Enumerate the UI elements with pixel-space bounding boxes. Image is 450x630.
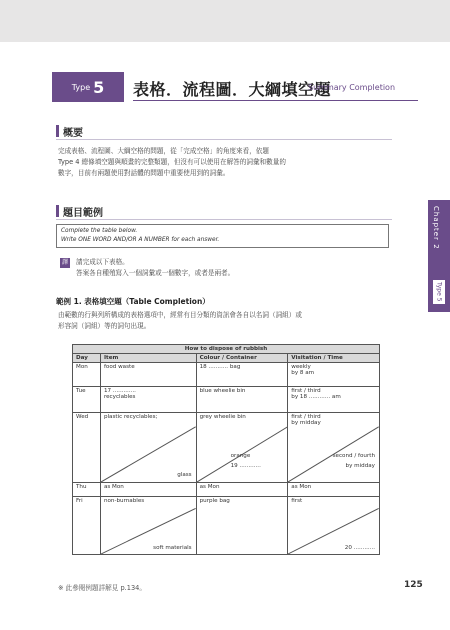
cell-day: Mon xyxy=(73,363,101,387)
overview-paragraph xyxy=(58,146,386,179)
diagonal-divider xyxy=(197,413,288,482)
top-band xyxy=(0,0,450,42)
section-example-heading xyxy=(56,204,103,218)
example-desc-line: 由範數的行與列所構成的表格選項中，經常有目分類的資訊會各自以名詞（詞組）或 xyxy=(58,311,302,319)
cell-item: food waste xyxy=(100,363,196,387)
cell-container-line: grey wheelie bin xyxy=(199,414,246,420)
hint-line: 請完成以下表格。 xyxy=(76,258,129,266)
cell-container: blue wheelie bin xyxy=(196,387,288,413)
cell-item-line: plastic recyclables; xyxy=(103,414,158,420)
overview-line: 完成表格、流程圖、大綱空格的問題，從「完成空格」的角度來看，依題 xyxy=(58,147,269,155)
type-badge-prefix: Type xyxy=(71,82,91,92)
cell-time xyxy=(288,497,380,555)
chapter-type-badge: Type 5 xyxy=(433,280,445,304)
cell-item xyxy=(100,413,196,483)
cell-time: as Mon xyxy=(288,483,380,497)
chapter-label: Chapter 2 xyxy=(432,206,440,250)
cell-time xyxy=(288,413,380,483)
cell-day: Tue xyxy=(73,387,101,413)
cell-day: Thu xyxy=(73,483,101,497)
cell-container-line: 19 ............ xyxy=(230,463,261,469)
type-badge-number: 5 xyxy=(93,77,105,97)
cell-time-line: weekly xyxy=(291,364,311,370)
rubbish-table xyxy=(72,344,380,555)
section-overview-label: 概要 xyxy=(63,127,83,139)
table-caption: How to dispose of rubbish xyxy=(73,345,380,354)
example-desc-line: 形容詞（詞組）等的詞句出現。 xyxy=(58,322,151,330)
cell-item-line: glass xyxy=(177,472,192,478)
cell-item xyxy=(100,497,196,555)
cell-time-line: first / third xyxy=(291,414,321,420)
title-underline xyxy=(133,100,418,101)
cell-item-line: recyclables xyxy=(103,394,136,400)
cell-item-line: non-burnables xyxy=(103,498,145,504)
cell-item: as Mon xyxy=(100,483,196,497)
cell-container: purple bag xyxy=(196,497,288,555)
page-title: 表格．流程圖．大綱填空題 xyxy=(133,80,332,99)
cell-time-line: first xyxy=(291,498,303,504)
page-number: 125 xyxy=(404,580,423,590)
section-example-label: 題目範例 xyxy=(63,207,103,219)
instruction-line: Write ONE WORD AND/OR A NUMBER for each answer. xyxy=(61,237,220,243)
type-header xyxy=(38,72,418,102)
cell-container: as Mon xyxy=(196,483,288,497)
page-subtitle: Summary Completion xyxy=(308,83,396,92)
cell-time xyxy=(288,387,380,413)
section-rule xyxy=(56,139,392,140)
table-row xyxy=(73,363,380,387)
type-badge xyxy=(52,72,124,102)
section-bar xyxy=(56,205,59,217)
cell-time-line: by midday xyxy=(291,420,321,426)
table-row xyxy=(73,413,380,483)
table-row xyxy=(73,387,380,413)
cell-time-line: by midday xyxy=(345,463,375,469)
example-description xyxy=(58,310,386,332)
table-header: Item xyxy=(100,354,196,363)
cell-time xyxy=(288,363,380,387)
footer-note: ※ 此參閱例題詳解見 p.134。 xyxy=(58,584,146,592)
table-row xyxy=(73,497,380,555)
cell-item xyxy=(100,387,196,413)
cell-time-line: 20 ............ xyxy=(344,545,375,551)
cell-container xyxy=(196,413,288,483)
hint-line: 答案各自種殖寫入一個詞彙或一個數字，或者是兩者。 xyxy=(76,269,235,277)
table-header: Day xyxy=(73,354,101,363)
example-title: 範例 1. 表格填空題（Table Completion） xyxy=(56,297,210,306)
table-header: Visitation / Time xyxy=(288,354,380,363)
cell-time-line: by 8 am xyxy=(291,370,315,376)
cell-container: 18 ........... bag xyxy=(196,363,288,387)
overview-line: Type 4 總條填空題與順畫的完整類題，但沒有可以使用在解答的詞彙和數量的 xyxy=(58,158,286,166)
translation-hint xyxy=(60,257,234,278)
translation-tag: 譯 xyxy=(62,259,69,266)
cell-time-line: second / fourth xyxy=(332,453,375,459)
section-rule xyxy=(56,219,392,220)
cell-item-line: 17 ............. xyxy=(103,388,136,394)
section-bar xyxy=(56,125,59,137)
cell-time-line: first / third xyxy=(291,388,321,394)
chapter-side-tab xyxy=(428,200,450,312)
cell-container-line: orange xyxy=(230,453,251,459)
instruction-box xyxy=(56,224,389,248)
cell-time-line: by 18 ............ am xyxy=(291,394,341,400)
instruction-line: Complete the table below. xyxy=(61,228,138,234)
table-header: Colour / Container xyxy=(196,354,288,363)
overview-line: 數字，目前有兩題使用對話體的問題中重要使用到的詞彙。 xyxy=(58,169,230,177)
cell-day: Fri xyxy=(73,497,101,555)
cell-day: Wed xyxy=(73,413,101,483)
cell-item-line: soft materials xyxy=(153,545,192,551)
table-row xyxy=(73,483,380,497)
section-overview-heading xyxy=(56,124,83,138)
